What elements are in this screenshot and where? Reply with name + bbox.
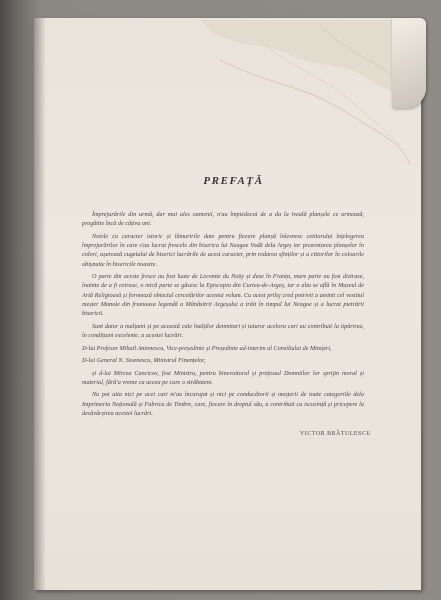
page-corner-curl [392,18,426,108]
paragraph: Împrejurările din urmă, dar mai ales oamenii, n'au împiedecat de a da la iveală planșele ce urmează, pregătite încă de câțiva ani. [82,211,364,228]
paragraph: Sunt dator a mulțumi și pe această cale înalților demnitari și tuturor acelora cari au contribuit la tipărirea, în condițiuni excelente, a acestei lucrări. [82,322,364,340]
binding-shadow [34,18,46,590]
paragraph: Notele cu caracter istoric și lămuririle date pentru fiecare planșă înlesnesc cetitorului înțelegerea împrejurărilor în care s'au lucrat frescele din biserica lui Neagoe Vodă dela Argeș iar prezentarea planșelor în colori, ușurează cugetului de biserici lucrările de acest caracter, prin redarea sfinților și a ctitorilor în coloarile obișnuite în bisericile noastre. [82,232,364,268]
paragraph: Nu pot uita nici pe acei cari m'au încurajat și nici pe conducătorii și meșterii de toate categoriile dela Imprimeria Națională și Fabrica de Timbre, care, fiecare în dreptul său, a contribuit cu iscusință și pricepere la desăvârșirea acestei lucrări. [82,391,364,417]
page-title: PREFAȚĂ [203,175,264,187]
preface-body [82,210,364,421]
paragraph: și d-lui Mircea Cancicov, fost Ministru, pentru binevoitorul și prețiosul Domniilor lor sprijin moral și material, fără'a vreme ca aceea pe care o străbatem. [82,369,364,386]
paragraph: D-lui Profesor Mihail Antonescu, Vice-președinte și Președinte ad-interim al Consiliului de Miniștri, [82,344,332,352]
paragraph: D-lui General N. Stoenescu, Ministrul Finanțelor, [82,357,206,365]
author-signature: VICTOR BRĂTULESCU [300,431,372,437]
paragraph: O parte din aceste fresce au fost luate de Lecomte du Noüy și duse în Franța, mare parte au fost distruse, înainte de a fi extrase, o mică parte se găsesc la Episcopia din Curtea-de-Argeș, iar o alta se află în Muzeul de Artă Religioasă și formează obiectul cercetărilor acestui volum. Cu acest prilej cred potrivit a aminti cel vestitul meșter Manole din frumoasa legendă a Mânăstirii Argeșului a trăit în timpul lui Neagoe și a lucrat pietrării bisericii. [82,273,364,318]
